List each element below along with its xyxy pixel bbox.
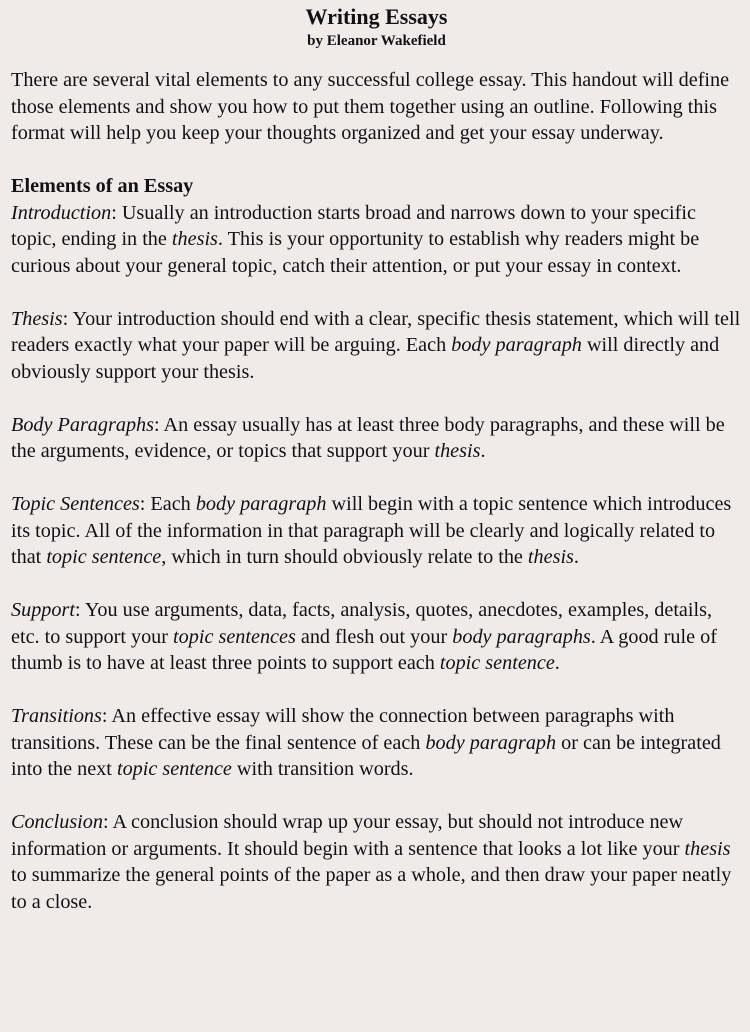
element-transitions [11, 703, 742, 783]
term-transitions: Transitions [11, 705, 102, 727]
emphasis-text: thesis [171, 228, 218, 250]
term-body-paragraphs: Body Paragraphs [11, 413, 154, 436]
element-text: : You use arguments, data, facts, analysis, quotes, anecdotes, examples, details, etc. to support your [11, 599, 713, 648]
emphasis-text: body paragraph [425, 731, 557, 754]
element-text: with transition words. [231, 758, 414, 780]
emphasis-text: thesis [434, 440, 481, 462]
element-text: will begin with a topic sentence which introduces its topic. All of the information in that paragraph will be clearly and logically related to that [11, 493, 732, 568]
emphasis-text: thesis [527, 546, 574, 568]
term-topic-sentences: Topic Sentences [11, 493, 140, 515]
element-text: to summarize the general points of the paper as a whole, and then draw your paper neatly to a close. [11, 864, 732, 913]
element-text: : An effective essay will show the connection between paragraphs with transitions. These can be the final sentence of each [11, 705, 675, 754]
element-text: : Usually an introduction starts broad and narrows down to your specific topic, ending in the [11, 201, 696, 250]
element-text: or can be integrated into the next [11, 731, 721, 780]
emphasis-text: topic sentence [46, 546, 162, 568]
element-text: : Your introduction should end with a clear, specific thesis statement, which will tell readers exactly what your paper will be arguing. Each [11, 307, 741, 356]
document-title: Writing Essays [305, 4, 448, 29]
element-text: . [480, 440, 486, 462]
emphasis-text: topic sentence [116, 758, 232, 780]
term-introduction: Introduction [11, 201, 112, 224]
intro-paragraph: There are several vital elements to any successful college essay. This handout will define those elements and show you how to put them together using an outline. Following this format will help you keep your thoughts organized and get your essay underway. [11, 69, 730, 144]
emphasis-text: body paragraph [195, 493, 327, 515]
emphasis-text: topic sentence [439, 652, 555, 674]
element-thesis [11, 306, 742, 386]
element-text: . [554, 652, 560, 674]
element-introduction [11, 200, 742, 280]
element-topic-sentences [11, 491, 742, 571]
term-thesis: Thesis [11, 307, 63, 330]
element-text: , which in turn should obviously relate to the [161, 546, 528, 568]
element-text: and flesh out your [295, 625, 453, 648]
element-text: . A good rule of thumb is to have at least three points to support each [11, 625, 717, 674]
emphasis-text: thesis [684, 837, 731, 860]
element-text: . This is your opportunity to establish why readers might be curious about your general topic, catch their attention, or put your essay in context. [11, 228, 700, 277]
element-text: : Each [139, 493, 196, 515]
emphasis-text: body paragraph [451, 334, 582, 356]
term-conclusion: Conclusion [11, 811, 103, 833]
document-author: by Eleanor Wakefield [307, 33, 446, 49]
term-support: Support [11, 599, 75, 621]
emphasis-text: topic sentences [173, 625, 296, 648]
element-body-paragraphs [11, 412, 742, 465]
element-support [11, 597, 742, 677]
element-text: : An essay usually has at least three body paragraphs, and these will be the arguments, evidence, or topics that support your [11, 413, 725, 462]
document-header [11, 0, 742, 51]
section-heading: Elements of an Essay [11, 175, 194, 197]
emphasis-text: body paragraphs [452, 625, 591, 648]
element-text: : A conclusion should wrap up your essay, but should not introduce new information or arguments. It should begin with a sentence that looks a lot like your [11, 811, 685, 860]
element-conclusion [11, 809, 742, 915]
element-text: will directly and obviously support your thesis. [11, 334, 720, 383]
element-text: . [573, 546, 579, 568]
